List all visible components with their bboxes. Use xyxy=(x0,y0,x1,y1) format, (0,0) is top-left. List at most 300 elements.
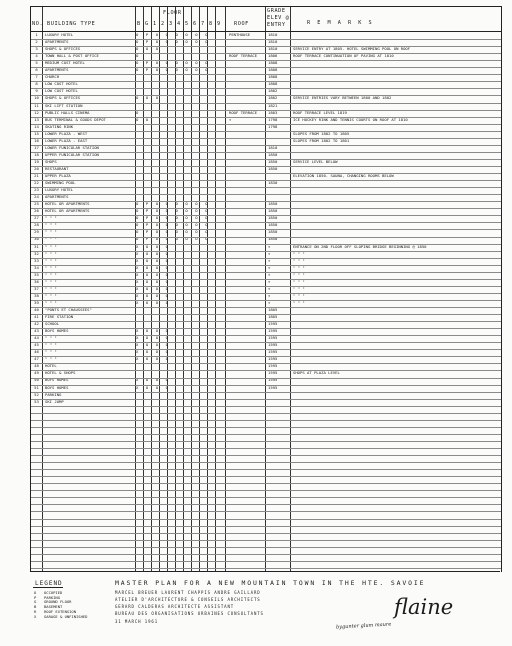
ruled-line xyxy=(31,258,501,259)
row-number: 37 xyxy=(34,285,39,291)
grade-elevation-cell: 1850 xyxy=(268,158,278,164)
floor-column-header: 8 xyxy=(209,21,213,27)
grade-elevation-cell: 1808 xyxy=(268,67,278,73)
building-type-cell: SKI JUMP xyxy=(45,398,64,404)
row-number: 14 xyxy=(34,123,39,129)
ruled-line xyxy=(31,95,501,96)
grade-elevation-cell: 1595 xyxy=(268,384,278,390)
legend-symbol: O xyxy=(34,590,37,595)
grade-elevation-cell: 1850 xyxy=(268,165,278,171)
row-number: 26 xyxy=(34,208,39,214)
building-type-cell: BOYS HOMES xyxy=(45,328,69,334)
building-type-cell: APARTMENTS xyxy=(45,39,69,45)
row-number: 19 xyxy=(34,158,39,164)
building-type-cell: " " " xyxy=(45,342,57,348)
ruled-line xyxy=(31,46,501,47)
floors-cell: X O O O xyxy=(136,349,171,355)
grade-elevation-cell: 1808 xyxy=(268,74,278,80)
roof-cell: ✳ xyxy=(229,116,232,122)
ruled-line xyxy=(31,244,501,245)
grade-elevation-cell: 1850 xyxy=(268,151,278,157)
floors-cell: O O O xyxy=(136,46,161,52)
ruled-line xyxy=(31,110,501,111)
grade-elevation-cell: 1595 xyxy=(268,356,278,362)
ruled-line xyxy=(31,356,501,357)
ruled-line xyxy=(31,286,501,287)
ruled-line xyxy=(31,117,501,118)
ruled-line xyxy=(31,378,501,379)
building-type-cell: LOW COST HOTEL xyxy=(45,81,78,87)
flaine-logo: flaine xyxy=(394,595,454,619)
floor-column-header: B xyxy=(137,21,141,27)
credit-line: ATELIER D'ARCHITECTURE & CONSEILS ARCHITECTS xyxy=(115,597,261,602)
grade-elevation-cell: 1850 xyxy=(268,215,278,221)
building-type-cell: SKI LIFT STATION xyxy=(45,102,83,108)
ruled-line xyxy=(31,201,501,202)
grade-elevation-cell: 1595 xyxy=(268,363,278,369)
ruled-line xyxy=(31,39,501,40)
grade-elevation-cell: ✳ xyxy=(268,264,271,270)
building-type-cell: LOWER FUNICULAR STATION xyxy=(45,144,99,150)
legend-symbol: R xyxy=(34,608,37,614)
ruled-line xyxy=(31,74,501,75)
credit-line: MARCEL BREUER LAURENT CHAPPIS ANDRE GAILLARD xyxy=(115,590,261,595)
floors-cell: X O O O xyxy=(136,278,171,284)
building-type-cell: " " " xyxy=(45,299,57,305)
floor-column-header: 9 xyxy=(217,21,221,27)
ruled-line xyxy=(31,208,501,209)
floors-cell: X O O O xyxy=(136,356,171,362)
row-number: 11 xyxy=(34,102,39,108)
ruled-line xyxy=(31,293,501,294)
legend-label: GARAGE & UNFINISHED xyxy=(44,613,88,619)
row-number: 13 xyxy=(34,116,39,122)
row-number: 25 xyxy=(34,201,39,207)
floors-cell: O P O O O O O O xyxy=(136,208,211,214)
floors-cell: X O O O xyxy=(136,250,171,256)
building-type-cell: BOYS HOMES xyxy=(45,384,69,390)
legend-label: PARKING xyxy=(44,594,61,600)
schedule-table xyxy=(30,6,502,572)
ruled-line xyxy=(31,519,501,520)
ruled-line xyxy=(31,307,501,308)
grade-elevation-cell: 1850 xyxy=(268,201,278,207)
ruled-line xyxy=(31,399,501,400)
building-type-cell: TOWN HALL & POST OFFICE xyxy=(45,53,99,59)
building-type-cell: HOTEL xyxy=(45,363,57,369)
floors-cell: O P O O O O O O xyxy=(136,222,211,228)
row-number: 36 xyxy=(34,278,39,284)
ruled-line xyxy=(31,363,501,364)
grade-elevation-cell: 1810 xyxy=(268,144,278,150)
grade-elevation-cell: 1595 xyxy=(268,370,278,376)
ruled-line xyxy=(31,229,501,230)
ruled-line xyxy=(31,53,501,54)
ruled-line xyxy=(31,88,501,89)
floors-cell: O P O O O O O O xyxy=(136,32,211,37)
ruled-line xyxy=(31,554,501,555)
ruled-line xyxy=(31,138,501,139)
grade-elevation-cell: ✳ xyxy=(268,278,271,284)
grade-elevation-cell: 1798 xyxy=(268,123,278,129)
row-number: 23 xyxy=(34,187,39,193)
legend-underline xyxy=(33,587,63,588)
grade-elevation-cell: ✳ xyxy=(268,271,271,277)
remarks-cell: " " " xyxy=(293,250,305,256)
row-number: 31 xyxy=(34,243,39,249)
ruled-line xyxy=(31,81,501,82)
ruled-line xyxy=(31,173,501,174)
remarks-cell: SERVICE ENTRY AT 1805. HOTEL SWIMMING POOL ON ROOF xyxy=(293,46,411,52)
grade-elevation-cell: 1810 xyxy=(268,46,278,52)
ruled-line xyxy=(31,511,501,512)
remarks-cell: ENTRANCE ON 2ND FLOOR OFF SLOPING BRIDGE BEGINNING @ 1850 xyxy=(293,243,427,249)
floors-cell: O P O O O O O O xyxy=(136,67,211,73)
row-number: 43 xyxy=(34,328,39,334)
row-number: 3 xyxy=(35,46,38,52)
row-number: 1 xyxy=(35,32,38,37)
grade-elevation-cell: 1810 xyxy=(268,32,278,37)
grade-elevation-cell: 1802 xyxy=(268,88,278,94)
ruled-line xyxy=(31,166,501,167)
floors-cell: X O O O xyxy=(136,257,171,263)
ruled-line xyxy=(31,272,501,273)
row-number: 15 xyxy=(34,130,39,136)
building-type-cell: " " " xyxy=(45,349,57,355)
building-type-cell: APARTMENTS xyxy=(45,67,69,73)
floor-column-header: 3 xyxy=(169,21,173,27)
building-type-cell: RESTAURANT xyxy=(45,165,69,171)
handwritten-signature: bygunter glum maure xyxy=(335,621,392,631)
building-type-cell: SKATING RINK xyxy=(45,123,74,129)
grade-elevation-cell: 1595 xyxy=(268,321,278,327)
floors-cell: O P O O O O O O xyxy=(136,236,211,242)
building-type-cell: LOWER PLAZA - WEST xyxy=(45,130,88,136)
grade-elevation-cell: 1850 xyxy=(268,208,278,214)
ruled-line xyxy=(31,152,501,153)
row-number: 2 xyxy=(35,39,38,45)
building-type-cell: " " " xyxy=(45,335,57,341)
building-type-cell: "PONTS ET CHAUSSEES" xyxy=(45,306,92,312)
ruled-line xyxy=(31,568,501,569)
row-number: 45 xyxy=(34,342,39,348)
grade-elevation-cell: ✳ xyxy=(268,285,271,291)
building-type-cell: HOTEL OR APARTMENTS xyxy=(45,208,90,214)
building-type-cell: PUBLIC HALLS CINEMA xyxy=(45,109,90,115)
building-type-cell: SHOPS & OFFICES xyxy=(45,95,81,101)
grade-elevation-cell: 1808 xyxy=(268,60,278,66)
grade-elevation-cell: 1798 xyxy=(268,116,278,122)
legend-label: ROOF EXTENSION xyxy=(44,608,77,614)
grade-elevation-cell: 1810 xyxy=(268,39,278,45)
ruled-line xyxy=(31,385,501,386)
floors-cell: X O O O xyxy=(136,292,171,298)
grade-elevation-cell: 1850 xyxy=(268,222,278,228)
remarks-cell: SLOPES FROM 1802 TO 1805 xyxy=(293,130,350,136)
floor-column-header: 5 xyxy=(185,21,189,27)
grade-elevation-cell: 1595 xyxy=(268,328,278,334)
building-type-cell: LUXURY HOTEL xyxy=(45,32,74,37)
header-remarks: R E M A R K S xyxy=(307,20,374,26)
floor-column-header: 1 xyxy=(153,21,157,27)
ruled-line xyxy=(31,533,501,534)
building-type-cell: UPPER FUNICULAR STATION xyxy=(45,151,99,157)
row-number: 20 xyxy=(34,165,39,171)
remarks-cell: " " " xyxy=(293,271,305,277)
legend-symbol: X xyxy=(34,613,37,619)
ruled-line xyxy=(31,526,501,527)
row-number: 35 xyxy=(34,271,39,277)
remarks-cell: " " " xyxy=(293,278,305,284)
row-number: 32 xyxy=(34,250,39,256)
floor-column-header: 2 xyxy=(161,21,165,27)
grade-elevation-cell: 1595 xyxy=(268,342,278,348)
building-type-cell: " " " xyxy=(45,292,57,298)
floors-cell: O P O O O O O O xyxy=(136,215,211,221)
row-number: 47 xyxy=(34,356,39,362)
ruled-line xyxy=(31,476,501,477)
ruled-line xyxy=(31,222,501,223)
ruled-line xyxy=(31,441,501,442)
building-type-cell: HOTEL OR APARTMENTS xyxy=(45,201,90,207)
row-number: 42 xyxy=(34,321,39,327)
grade-elevation-cell: 1802 xyxy=(268,95,278,101)
remarks-cell: SHOPS AT PLAZA LEVEL xyxy=(293,370,340,376)
ruled-line xyxy=(31,60,501,61)
row-number: 39 xyxy=(34,299,39,305)
building-type-cell: BUS TERMINAL & GOODS DEPOT xyxy=(45,116,106,122)
ruled-line xyxy=(31,300,501,301)
building-type-cell: PARKING xyxy=(45,391,62,397)
floors-cell: O O O xyxy=(136,95,161,101)
ruled-line xyxy=(31,335,501,336)
title-block xyxy=(30,571,500,639)
ruled-line xyxy=(31,540,501,541)
ruled-line xyxy=(31,434,501,435)
ruled-line xyxy=(31,420,501,421)
header-floor: FLOOR xyxy=(163,10,182,16)
ruled-line xyxy=(31,342,501,343)
floors-cell: X O O O xyxy=(136,271,171,277)
ruled-line xyxy=(31,314,501,315)
grade-elevation-cell: 1595 xyxy=(268,377,278,383)
ruled-line xyxy=(31,145,501,146)
remarks-cell: " " " xyxy=(293,264,305,270)
building-type-cell: " " " xyxy=(45,356,57,362)
grade-elevation-cell: ✳ xyxy=(268,250,271,256)
legend-symbol: G xyxy=(34,599,37,605)
row-number: 46 xyxy=(34,349,39,355)
building-type-cell: SHOPS & OFFICES xyxy=(45,46,81,52)
roof-cell: ROOF TERRACE xyxy=(229,109,258,115)
remarks-cell: ROOF TERRACE LEVEL 1819 xyxy=(293,109,347,115)
floors-cell: O P O O O O O O xyxy=(136,39,211,45)
ruled-line xyxy=(31,469,501,470)
ruled-line xyxy=(31,321,501,322)
ruled-line xyxy=(31,215,501,216)
building-type-cell: " " " xyxy=(45,229,57,235)
row-number: 5 xyxy=(35,60,38,66)
grade-elevation-cell: 1595 xyxy=(268,349,278,355)
ruled-line xyxy=(31,462,501,463)
building-type-cell: " " " xyxy=(45,285,57,291)
floors-cell: O P O O O O O O xyxy=(136,201,211,207)
floors-cell: X O O O xyxy=(136,342,171,348)
row-number: 34 xyxy=(34,264,39,270)
building-type-cell: SWIMMING POOL xyxy=(45,180,76,186)
legend-label: BASEMENT xyxy=(44,604,63,610)
remarks-cell: SERVICE LEVEL BELOW xyxy=(293,158,338,164)
row-number: 8 xyxy=(35,81,38,87)
grade-elevation-cell: ✳ xyxy=(268,299,271,305)
row-number: 50 xyxy=(34,377,39,383)
floor-column-header: 4 xyxy=(177,21,181,27)
row-number: 6 xyxy=(35,67,38,73)
ruled-line xyxy=(31,413,501,414)
building-type-cell: SCHOOL xyxy=(45,321,60,327)
ruled-line xyxy=(31,504,501,505)
building-type-cell: LUXURY HOTEL xyxy=(45,187,74,193)
grade-elevation-cell: ✳ xyxy=(268,257,271,263)
row-number: 9 xyxy=(35,88,38,94)
building-type-cell: LOW COST HOTEL xyxy=(45,88,78,94)
floors-cell: X O O O xyxy=(136,264,171,270)
building-type-cell: UPPER PLAZA xyxy=(45,173,71,178)
row-number: 12 xyxy=(34,109,39,115)
building-type-cell: " " " xyxy=(45,264,57,270)
ruled-line xyxy=(31,448,501,449)
row-number: 48 xyxy=(34,363,39,369)
ruled-line xyxy=(31,251,501,252)
grade-elevation-cell: ✳ xyxy=(268,292,271,298)
grade-elevation-cell: 1805 xyxy=(268,314,278,319)
header-entry: ENTRY xyxy=(267,22,286,28)
building-type-cell: " " " xyxy=(45,257,57,263)
ruled-line xyxy=(31,547,501,548)
floor-column-header: 6 xyxy=(193,21,197,27)
building-type-cell: FIRE STATION xyxy=(45,314,74,319)
ruled-line xyxy=(31,328,501,329)
grade-elevation-cell: 1595 xyxy=(268,335,278,341)
row-number: 16 xyxy=(34,137,39,143)
ruled-line xyxy=(31,194,501,195)
floor-column-header: 7 xyxy=(201,21,205,27)
ruled-line xyxy=(31,483,501,484)
building-type-cell: " " " xyxy=(45,250,57,256)
date-line: 31 MARCH 1961 xyxy=(115,619,159,624)
building-type-cell: BOYS HOMES xyxy=(45,377,69,383)
building-type-cell: HOTEL & SHOPS xyxy=(45,370,76,376)
ruled-line xyxy=(31,131,501,132)
ruled-line xyxy=(31,392,501,393)
floors-cell: X O O O xyxy=(136,328,171,334)
building-type-cell: " " " xyxy=(45,278,57,284)
grade-elevation-cell: 1850 xyxy=(268,229,278,235)
floors-cell: O xyxy=(136,109,141,115)
row-number: 44 xyxy=(34,335,39,341)
row-number: 30 xyxy=(34,236,39,242)
floors-cell: X O O O xyxy=(136,384,171,390)
building-type-cell: SHOPS xyxy=(45,158,57,164)
header-grade: GRADE xyxy=(267,8,286,14)
floors-cell: X O O O xyxy=(136,299,171,305)
legend-label: GROUND FLOOR xyxy=(44,599,72,605)
ruled-line xyxy=(31,561,501,562)
header-roof: ROOF xyxy=(234,21,249,27)
floor-column-header: G xyxy=(145,21,149,27)
remarks-cell: " " " xyxy=(293,292,305,298)
building-type-cell: " " " xyxy=(45,271,57,277)
header-building-type: BUILDING TYPE xyxy=(47,21,96,27)
grade-elevation-cell: 1805 xyxy=(268,306,278,312)
row-number: 22 xyxy=(34,180,39,186)
grade-elevation-cell: 1850 xyxy=(268,236,278,242)
legend-item xyxy=(34,615,87,620)
roof-cell: ROOF TERRACE xyxy=(229,53,258,59)
building-type-cell: " " " xyxy=(45,215,57,221)
row-number: 53 xyxy=(34,398,39,404)
ruled-line xyxy=(31,427,501,428)
row-number: 41 xyxy=(34,314,39,319)
floors-cell: X O O O xyxy=(136,243,171,249)
remarks-cell: ROOF TERRACE CONTINUATION OF PAVING AT 1810 xyxy=(293,53,394,59)
row-number: 4 xyxy=(35,53,38,59)
floors-cell: X O O O xyxy=(136,335,171,341)
building-type-cell: APARTMENTS xyxy=(45,194,69,200)
grade-elevation-cell: 1830 xyxy=(268,180,278,186)
legend-symbol: B xyxy=(34,604,37,610)
ruled-line xyxy=(31,159,501,160)
ruled-line xyxy=(31,265,501,266)
ruled-line xyxy=(31,279,501,280)
credit-line: GERARD CALDERAS ARCHITECTE ASSISTANT xyxy=(115,604,235,609)
floors-cell: O P O O O O O O xyxy=(136,60,211,66)
row-number: 51 xyxy=(34,384,39,390)
row-number: 52 xyxy=(34,391,39,397)
legend-label: OCCUPIED xyxy=(44,590,63,595)
ruled-line xyxy=(31,67,501,68)
credit-line: BUREAU DES ORGANISATIONS URBAINES CONSULTANTS xyxy=(115,611,264,616)
ruled-line xyxy=(31,349,501,350)
floors-cell: X O O O xyxy=(136,377,171,383)
schedule-sheet xyxy=(30,6,500,638)
building-type-cell: " " " xyxy=(45,243,57,249)
remarks-cell: " " " xyxy=(293,285,305,291)
header-no: NO. xyxy=(32,21,44,27)
legend-symbol: P xyxy=(34,594,37,600)
ruled-line xyxy=(31,103,501,104)
roof-cell: PENTHOUSE xyxy=(229,32,251,37)
building-type-cell: MEDIUM COST HOTEL xyxy=(45,60,85,66)
building-type-cell: CHURCH xyxy=(45,74,60,80)
row-number: 33 xyxy=(34,257,39,263)
row-number: 38 xyxy=(34,292,39,298)
remarks-cell: SERVICE ENTRIES VARY BETWEEN 1800 AND 1802 xyxy=(293,95,392,101)
floors-cell: X O O O xyxy=(136,285,171,291)
row-number: 21 xyxy=(34,173,39,178)
ruled-line xyxy=(31,180,501,181)
ruled-line xyxy=(31,497,501,498)
ruled-line xyxy=(31,187,501,188)
remarks-cell: ELEVATION 1850. SAUNA, CHANGING ROOMS BELOW xyxy=(293,173,394,178)
building-type-cell: " " " xyxy=(45,222,57,228)
row-number: 28 xyxy=(34,222,39,228)
floors-cell: O O xyxy=(136,116,151,122)
grade-elevation-cell: ✳ xyxy=(268,243,271,249)
building-type-cell: " " " xyxy=(45,236,57,242)
ruled-line xyxy=(31,124,501,125)
remarks-cell: SLOPES FROM 1802 TO 1801 xyxy=(293,137,350,143)
